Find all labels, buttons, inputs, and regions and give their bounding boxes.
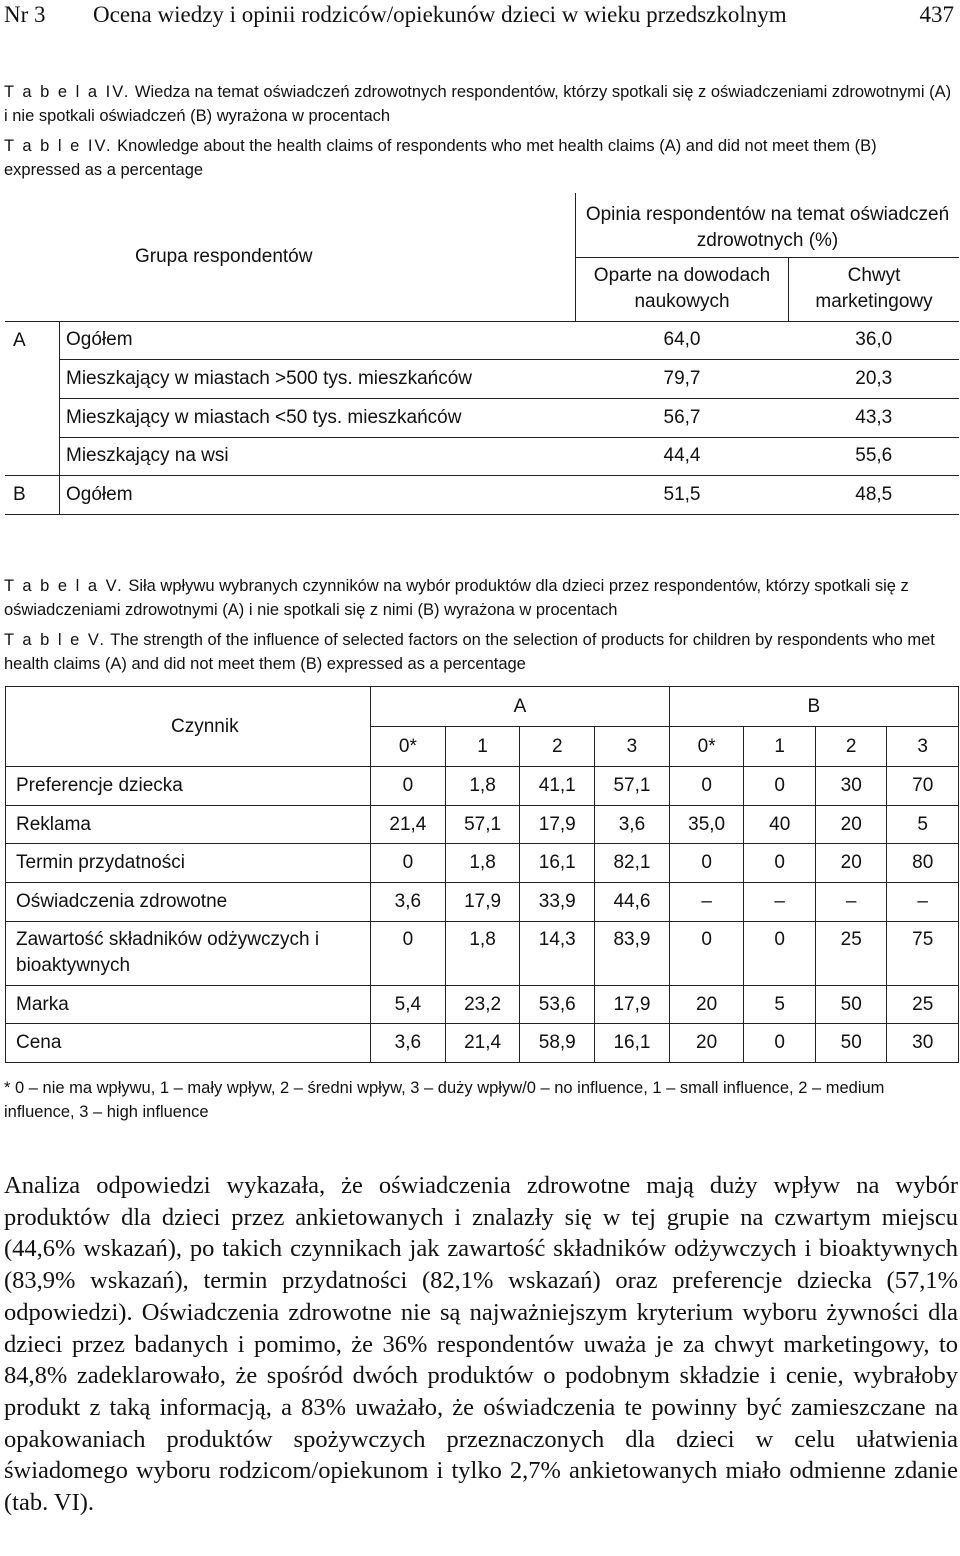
- value-cell: 53,6: [520, 985, 595, 1024]
- row-label: Ogółem: [60, 321, 576, 360]
- value-marketing: 55,6: [789, 437, 960, 476]
- value-cell: 20: [669, 985, 744, 1024]
- table5-text-pl: Siła wpływu wybranych czynników na wybór produktów dla dzieci przez respondentów, którzy spotkali się z oświadczeniami zdrowotnymi (A) i nie spotkali się z nimi (B) wyrażona w procentach: [4, 577, 909, 619]
- value-cell: 5: [744, 985, 815, 1024]
- value-cell: 25: [815, 921, 886, 985]
- group-letter: [5, 360, 60, 399]
- value-marketing: 43,3: [789, 398, 960, 437]
- table4-caption-en: [4, 134, 956, 182]
- subheader: 1: [445, 727, 520, 767]
- value-cell: 5: [887, 805, 959, 844]
- value-cell: 30: [815, 767, 886, 806]
- value-cell: 70: [887, 767, 959, 806]
- value-cell: 16,1: [520, 844, 595, 883]
- value-cell: 0: [669, 921, 744, 985]
- table-row: [5, 360, 959, 399]
- value-cell: –: [744, 883, 815, 922]
- value-marketing: 48,5: [789, 476, 960, 515]
- value-scientific: 51,5: [576, 476, 789, 515]
- table4-text-en: Knowledge about the health claims of respondents who met health claims (A) and did not meet them (B) expressed as a percentage: [4, 137, 877, 179]
- value-cell: 3,6: [371, 1024, 446, 1063]
- header-group: Grupa respondentów: [5, 193, 576, 321]
- factor-label: Oświadczenia zdrowotne: [6, 883, 371, 922]
- value-cell: 82,1: [595, 844, 670, 883]
- table-row: [6, 985, 959, 1024]
- subheader: 1: [744, 727, 815, 767]
- value-cell: 0: [744, 767, 815, 806]
- value-scientific: 79,7: [576, 360, 789, 399]
- row-label: Mieszkający w miastach >500 tys. mieszkańców: [60, 360, 576, 399]
- table5-caption-en: [4, 628, 956, 676]
- value-cell: 20: [815, 844, 886, 883]
- table-row: [5, 398, 959, 437]
- value-cell: 20: [669, 1024, 744, 1063]
- group-letter: B: [5, 476, 60, 515]
- subheader: 0*: [371, 727, 446, 767]
- value-cell: 0: [371, 921, 446, 985]
- value-cell: –: [815, 883, 886, 922]
- table-v-body: [6, 767, 959, 1063]
- subheader: 2: [815, 727, 886, 767]
- group-letter: [5, 398, 60, 437]
- header-group-b: B: [669, 687, 958, 727]
- value-cell: 0: [371, 844, 446, 883]
- factor-label: Preferencje dziecka: [6, 767, 371, 806]
- value-cell: 23,2: [445, 985, 520, 1024]
- value-scientific: 44,4: [576, 437, 789, 476]
- subheader: 0*: [669, 727, 744, 767]
- header-opinion: Opinia respondentów na temat oświadczeń zdrowotnych (%): [585, 203, 950, 251]
- table4-caption-pl: [4, 80, 956, 128]
- table-row: [6, 921, 959, 985]
- factor-label: Zawartość składników odżywczych i bioaktywnych: [6, 921, 371, 985]
- row-label: Ogółem: [60, 476, 576, 515]
- table5-text-en: The strength of the influence of selected factors on the selection of products for children by respondents who met health claims (A) and did not meet them (B) expressed as a percentage: [4, 631, 935, 673]
- value-cell: 1,8: [445, 767, 520, 806]
- value-cell: –: [669, 883, 744, 922]
- value-cell: 14,3: [520, 921, 595, 985]
- row-label: Mieszkający w miastach <50 tys. mieszkańców: [60, 398, 576, 437]
- page-number: 437: [919, 2, 954, 27]
- value-cell: 30: [887, 1024, 959, 1063]
- value-cell: 3,6: [371, 883, 446, 922]
- value-cell: 3,6: [595, 805, 670, 844]
- table-row: [6, 767, 959, 806]
- table5-label-pl: T a b e l a V.: [4, 577, 124, 595]
- table-row: [5, 321, 959, 360]
- table-row: [5, 476, 959, 515]
- value-marketing: 36,0: [789, 321, 960, 360]
- value-cell: 5,4: [371, 985, 446, 1024]
- value-cell: 17,9: [445, 883, 520, 922]
- table4-label-en: T a b l e IV.: [4, 137, 113, 155]
- value-cell: 0: [371, 767, 446, 806]
- table-v: [5, 686, 959, 1063]
- row-label: Mieszkający na wsi: [60, 437, 576, 476]
- value-cell: 44,6: [595, 883, 670, 922]
- factor-label: Reklama: [6, 805, 371, 844]
- running-header: [0, 0, 960, 34]
- factor-label: Cena: [6, 1024, 371, 1063]
- factor-label: Termin przydatności: [6, 844, 371, 883]
- group-letter: [5, 437, 60, 476]
- subheader: 2: [520, 727, 595, 767]
- value-scientific: 64,0: [576, 321, 789, 360]
- subheader: 3: [595, 727, 670, 767]
- value-cell: 0: [744, 1024, 815, 1063]
- value-cell: 50: [815, 1024, 886, 1063]
- value-cell: 50: [815, 985, 886, 1024]
- value-cell: 58,9: [520, 1024, 595, 1063]
- value-cell: 0: [744, 921, 815, 985]
- table-iv: [5, 193, 959, 515]
- value-cell: 25: [887, 985, 959, 1024]
- value-cell: 0: [669, 767, 744, 806]
- value-cell: 80: [887, 844, 959, 883]
- value-cell: –: [887, 883, 959, 922]
- value-cell: 17,9: [595, 985, 670, 1024]
- table-row: [6, 844, 959, 883]
- subheader: 3: [887, 727, 959, 767]
- value-cell: 35,0: [669, 805, 744, 844]
- table-row: [6, 1024, 959, 1063]
- value-cell: 0: [669, 844, 744, 883]
- header-scientific: Oparte na dowodach naukowych: [576, 257, 789, 321]
- table-row: [6, 883, 959, 922]
- header-marketing: Chwyt marketingowy: [789, 257, 960, 321]
- value-cell: 83,9: [595, 921, 670, 985]
- value-cell: 21,4: [371, 805, 446, 844]
- header-factor: Czynnik: [6, 687, 371, 767]
- body-paragraph: Analiza odpowiedzi wykazała, że oświadczenia zdrowotne mają duży wpływ na wybór produktów dla dzieci przez ankietowanych i znalazły się w tej grupie na czwartym miejscu (44,6% wskazań), po takich czynnikach jak zawartość składników odżywczych i bioaktywnych (83,9% wskazań), termin przydatności (82,1% wskazań) oraz preferencje dziecka (57,1% odpowiedzi). Oświadczenia zdrowotne nie są najważniejszym kryterium wyboru żywności dla dzieci przez badanych i pomimo, że 36% respondentów uważa je za chwyt marketingowy, to 84,8% zadeklarowało, że spośród dwóch produktów o podobnym składzie i cenie, wybrałoby produkt z taką informacją, a 83% uważało, że oświadczenia te powinny być zamieszczane na opakowaniach produktów spożywczych przeznaczonych dla dzieci w celu ułatwienia świadomego wyboru rodzicom/opiekunom i tylko 2,7% ankietowanych miało odmienne zdanie (tab. VI).: [4, 1172, 958, 1517]
- factor-label: Marka: [6, 985, 371, 1024]
- value-cell: 21,4: [445, 1024, 520, 1063]
- value-cell: 57,1: [445, 805, 520, 844]
- table4-text-pl: Wiedza na temat oświadczeń zdrowotnych respondentów, którzy spotkali się z oświadczeniami zdrowotnymi (A) i nie spotkali oświadczeń (B) wyrażona w procentach: [4, 83, 952, 125]
- table5-footnote: * 0 – nie ma wpływu, 1 – mały wpływ, 2 – średni wpływ, 3 – duży wpływ/0 – no influence, 1 – small influence, 2 – medium influence, 3 – high influence: [4, 1079, 885, 1121]
- value-cell: 1,8: [445, 844, 520, 883]
- header-group-a: A: [371, 687, 670, 727]
- value-cell: 17,9: [520, 805, 595, 844]
- value-cell: 20: [815, 805, 886, 844]
- value-cell: 57,1: [595, 767, 670, 806]
- value-marketing: 20,3: [789, 360, 960, 399]
- issue-number: Nr 3: [4, 2, 46, 27]
- value-cell: 41,1: [520, 767, 595, 806]
- value-scientific: 56,7: [576, 398, 789, 437]
- group-letter: A: [5, 321, 60, 360]
- table5-label-en: T a b l e V.: [4, 631, 106, 649]
- value-cell: 16,1: [595, 1024, 670, 1063]
- value-cell: 1,8: [445, 921, 520, 985]
- table-row: [5, 437, 959, 476]
- table5-caption-pl: [4, 574, 956, 622]
- value-cell: 0: [744, 844, 815, 883]
- value-cell: 75: [887, 921, 959, 985]
- table-row: [6, 805, 959, 844]
- running-title: Ocena wiedzy i opinii rodziców/opiekunów dzieci w wieku przedszkolnym: [93, 2, 787, 27]
- value-cell: 40: [744, 805, 815, 844]
- value-cell: 33,9: [520, 883, 595, 922]
- table4-label-pl: T a b e l a IV.: [4, 83, 131, 101]
